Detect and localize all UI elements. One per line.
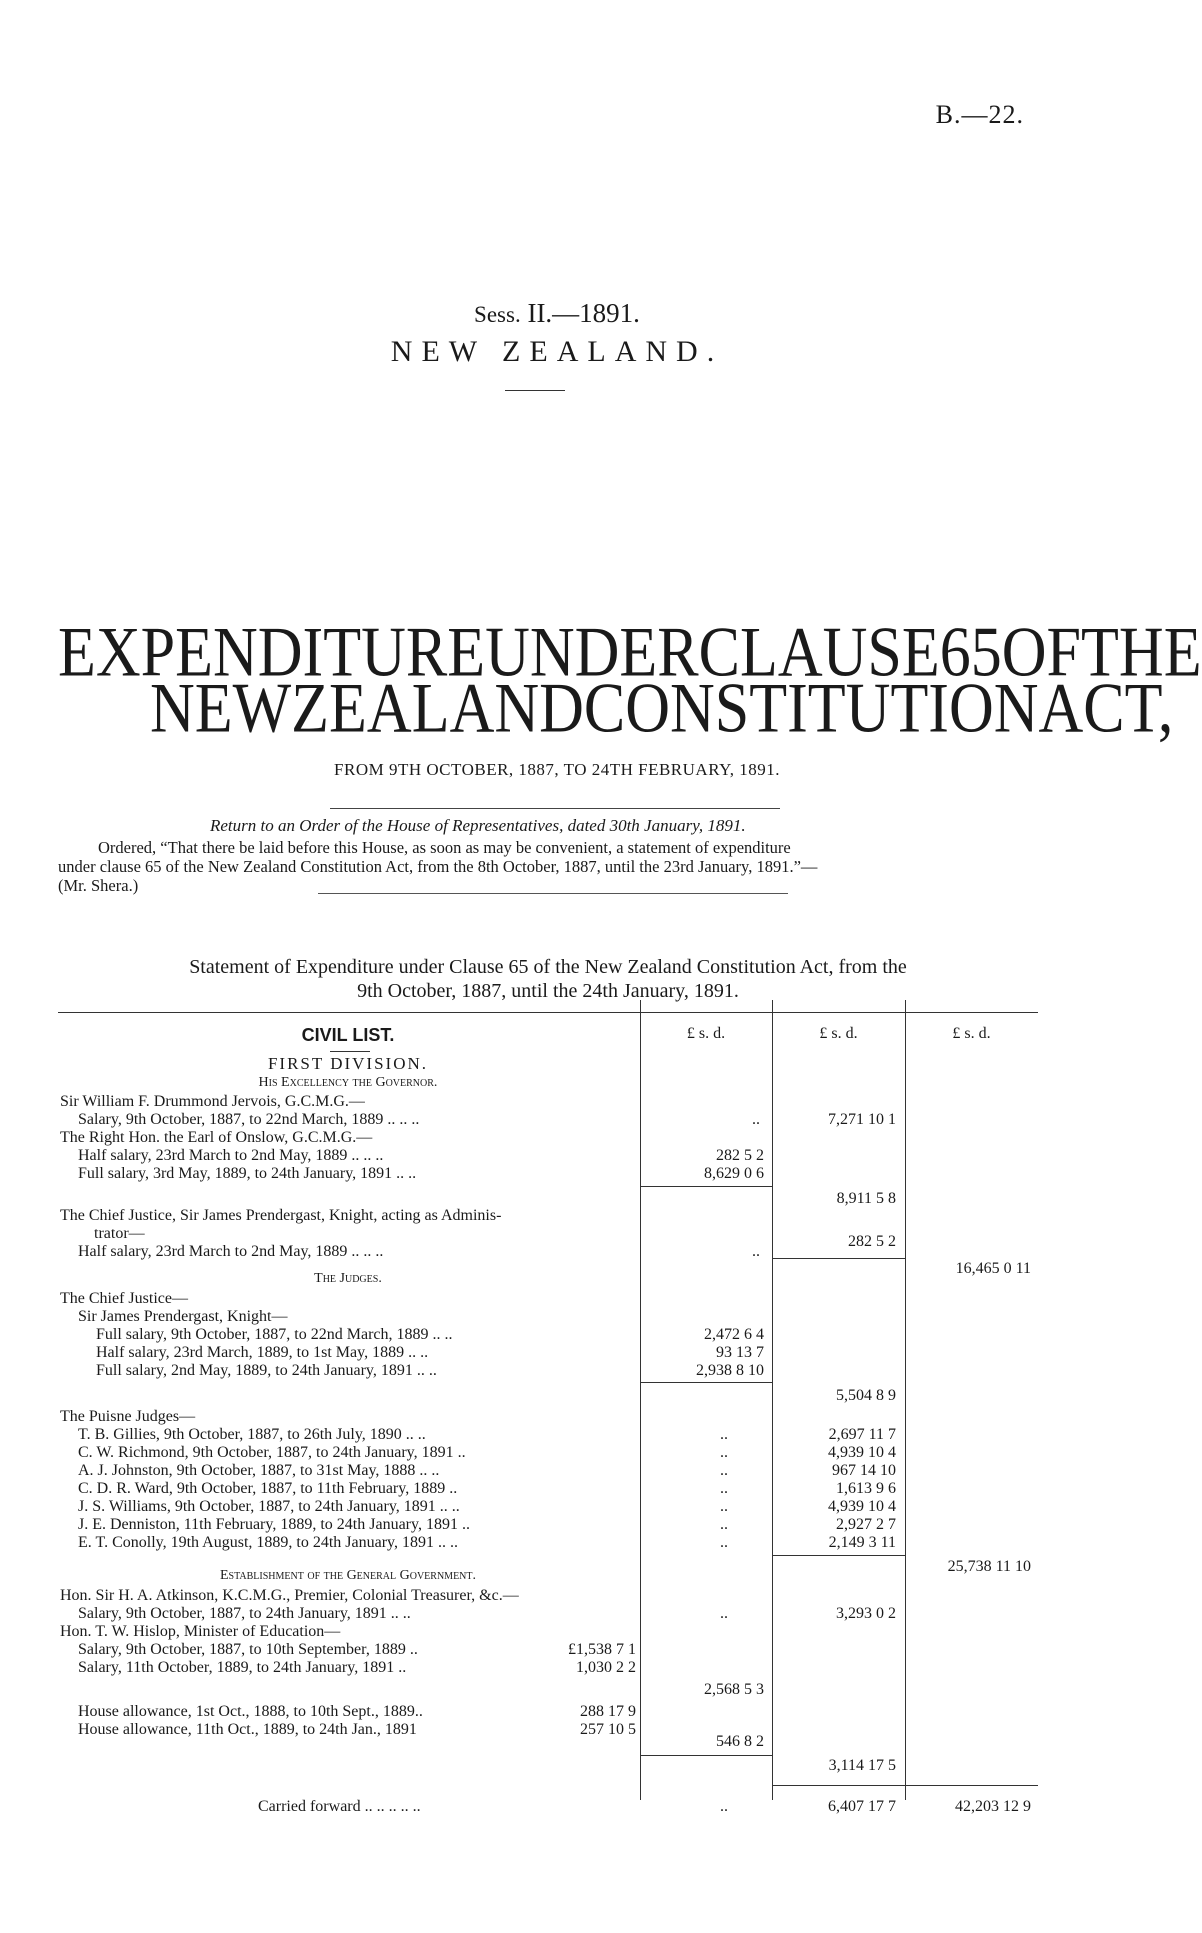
his-excellency-heading: His Excellency the Governor. [258, 1075, 438, 1090]
amount-col1: .. [752, 1111, 760, 1128]
title-word: ACT, [1038, 669, 1174, 748]
divider [330, 1051, 370, 1052]
amount-col1: .. [720, 1498, 728, 1515]
amount-col2: 3,114 17 5 [828, 1757, 896, 1774]
list-item: Salary, 9th October, 1887, to 10th September, 1889 .. [78, 1641, 418, 1658]
inline-amount: £1,538 7 1 [568, 1641, 636, 1658]
list-item: The Chief Justice— [60, 1290, 188, 1307]
amount-col1: .. [720, 1480, 728, 1497]
title-word: 65 [939, 613, 1002, 692]
ordered-line-3: (Mr. Shera.) [58, 876, 139, 895]
amount-col1: .. [720, 1444, 728, 1461]
list-item: C. D. R. Ward, 9th October, 1887, to 11th February, 1889 .. [78, 1480, 458, 1497]
amount-col2: 7,271 10 1 [828, 1111, 896, 1128]
title-word: EXPENDITURE [58, 613, 486, 692]
carried-forward-label: Carried forward .. .. .. .. .. [258, 1798, 421, 1815]
list-item: E. T. Conolly, 19th August, 1889, to 24th January, 1891 .. .. [78, 1534, 458, 1551]
sum-rule [772, 1258, 905, 1259]
amount-col1: 282 5 2 [716, 1147, 764, 1164]
session-prefix: Sess. [474, 302, 521, 327]
list-item: Full salary, 2nd May, 1889, to 24th January, 1891 .. .. [96, 1362, 437, 1379]
list-item: House allowance, 11th Oct., 1889, to 24th Jan., 1891 [78, 1721, 417, 1738]
list-item: Sir James Prendergast, Knight— [78, 1308, 288, 1325]
amount-col2: 5,504 8 9 [836, 1387, 896, 1404]
list-item: C. W. Richmond, 9th October, 1887, to 24th January, 1891 .. [78, 1444, 466, 1461]
list-item: Salary, 9th October, 1887, to 24th January, 1891 .. .. [78, 1605, 411, 1622]
civil-list-heading: CIVIL LIST. [301, 1025, 395, 1045]
amount-col2: 4,939 10 4 [828, 1498, 896, 1515]
amount-col3: 42,203 12 9 [955, 1798, 1031, 1815]
column-header-2: £ s. d. [819, 1025, 858, 1042]
amount-col1: .. [720, 1516, 728, 1533]
amount-col3: 16,465 0 11 [955, 1260, 1031, 1277]
title-word: CONSTITUTION [583, 669, 1039, 748]
amount-col2: 2,927 2 7 [836, 1516, 896, 1533]
title-word: THE [1081, 613, 1202, 692]
amount-col1: 2,938 8 10 [696, 1362, 764, 1379]
ordered-line-1: Ordered, “That there be laid before this House, as soon as may be convenient, a statement of expenditure [98, 838, 791, 857]
amount-col2: 1,613 9 6 [836, 1480, 896, 1497]
amount-col2: 8,911 5 8 [836, 1190, 896, 1207]
sum-rule [772, 1555, 905, 1556]
list-item: Hon. Sir H. A. Atkinson, K.C.M.G., Premier, Colonial Treasurer, &c.— [60, 1587, 519, 1604]
inline-amount: 1,030 2 2 [576, 1659, 636, 1676]
amount-col1: 93 13 7 [716, 1344, 764, 1361]
list-item: T. B. Gillies, 9th October, 1887, to 26th July, 1890 .. .. [78, 1426, 426, 1443]
list-item: House allowance, 1st Oct., 1888, to 10th Sept., 1889.. [78, 1703, 423, 1720]
list-item: The Puisne Judges— [60, 1408, 196, 1425]
list-item: trator— [94, 1225, 145, 1242]
amount-col1: 2,568 5 3 [704, 1681, 764, 1698]
sum-rule [905, 1785, 1038, 1786]
amount-col1: .. [720, 1798, 728, 1815]
statement-line-2: 9th October, 1887, until the 24th January, 1891. [357, 980, 739, 1002]
list-item: Half salary, 23rd March to 2nd May, 1889 .. .. .. [78, 1147, 384, 1164]
title-word: ZEALAND [291, 669, 584, 748]
session-line [0, 298, 1114, 329]
list-item: A. J. Johnston, 9th October, 1887, to 31st May, 1888 .. .. [78, 1462, 440, 1479]
list-item: Half salary, 23rd March, 1889, to 1st May, 1889 .. .. [96, 1344, 429, 1361]
statement-heading [58, 955, 1038, 1003]
sum-rule [640, 1186, 772, 1187]
sum-rule [640, 1382, 772, 1383]
sum-rule [640, 1755, 772, 1756]
list-item: Salary, 9th October, 1887, to 22nd March, 1889 .. .. .. [78, 1111, 420, 1128]
amount-col1: 546 8 2 [716, 1733, 764, 1750]
column-header-3: £ s. d. [952, 1025, 991, 1042]
ordered-paragraph [58, 838, 1038, 895]
list-item: Sir William F. Drummond Jervois, G.C.M.G.— [60, 1093, 365, 1110]
establishment-heading: Establishment of the General Government. [219, 1568, 477, 1583]
list-item: The Chief Justice, Sir James Prendergast, Knight, acting as Adminis- [60, 1207, 502, 1224]
session-value: II.—1891. [527, 298, 640, 328]
table-top-rule [58, 1012, 1038, 1013]
judges-heading: The Judges. [314, 1271, 382, 1286]
amount-col2: 6,407 17 7 [828, 1798, 896, 1815]
list-item: Hon. T. W. Hislop, Minister of Education— [60, 1623, 341, 1640]
inline-amount: 257 10 5 [580, 1721, 636, 1738]
amount-col2: 967 14 10 [832, 1462, 896, 1479]
amount-col1: .. [720, 1462, 728, 1479]
divider [318, 893, 788, 894]
amount-col3: 25,738 11 10 [947, 1558, 1031, 1575]
title-line-2 [150, 668, 1174, 750]
list-item: The Right Hon. the Earl of Onslow, G.C.M.G.— [60, 1129, 373, 1146]
first-division-heading: FIRST DIVISION. [267, 1054, 429, 1073]
amount-col1: .. [720, 1534, 728, 1551]
amount-col2: 2,697 11 7 [828, 1426, 896, 1443]
amount-col1: 2,472 6 4 [704, 1326, 764, 1343]
amount-col1: 8,629 0 6 [704, 1165, 764, 1182]
amount-col1: .. [752, 1243, 760, 1260]
title-word: CLAUSE [698, 613, 940, 692]
page-reference: B.—22. [935, 100, 1024, 129]
date-range-subtitle: FROM 9TH OCTOBER, 1887, TO 24TH FEBRUARY, 1891. [334, 760, 780, 779]
country-heading: NEW ZEALAND. [390, 335, 724, 368]
column-rule [905, 1000, 906, 1800]
ordered-line-2: under clause 65 of the New Zealand Constitution Act, from the 8th October, 1887, until the 23rd January, 1891.”— [58, 857, 818, 876]
return-order-line: Return to an Order of the House of Representatives, dated 30th January, 1891. [210, 816, 746, 835]
amount-col1: .. [720, 1605, 728, 1622]
divider [330, 808, 780, 809]
sum-rule [772, 1785, 905, 1786]
title-word: NEW [150, 669, 292, 748]
list-item: J. E. Denniston, 11th February, 1889, to 24th January, 1891 .. [78, 1516, 470, 1533]
list-item: J. S. Williams, 9th October, 1887, to 24th January, 1891 .. .. [78, 1498, 460, 1515]
statement-line-1: Statement of Expenditure under Clause 65 of the New Zealand Constitution Act, from the [189, 956, 907, 978]
amount-col2: 282 5 2 [848, 1233, 896, 1250]
list-item: Half salary, 23rd March to 2nd May, 1889 .. .. .. [78, 1243, 384, 1260]
title-word: OF [1001, 613, 1082, 692]
list-item: Salary, 11th October, 1889, to 24th January, 1891 .. [78, 1659, 407, 1676]
amount-col2: 3,293 0 2 [836, 1605, 896, 1622]
divider [505, 390, 565, 391]
title-word: UNDER [485, 613, 699, 692]
list-item: Full salary, 9th October, 1887, to 22nd March, 1889 .. .. [96, 1326, 453, 1343]
amount-col1: .. [720, 1426, 728, 1443]
amount-col2: 2,149 3 11 [828, 1534, 896, 1551]
amount-col2: 4,939 10 4 [828, 1444, 896, 1461]
list-item: Full salary, 3rd May, 1889, to 24th January, 1891 .. .. [78, 1165, 417, 1182]
column-header-1: £ s. d. [686, 1025, 726, 1042]
inline-amount: 288 17 9 [580, 1703, 636, 1720]
